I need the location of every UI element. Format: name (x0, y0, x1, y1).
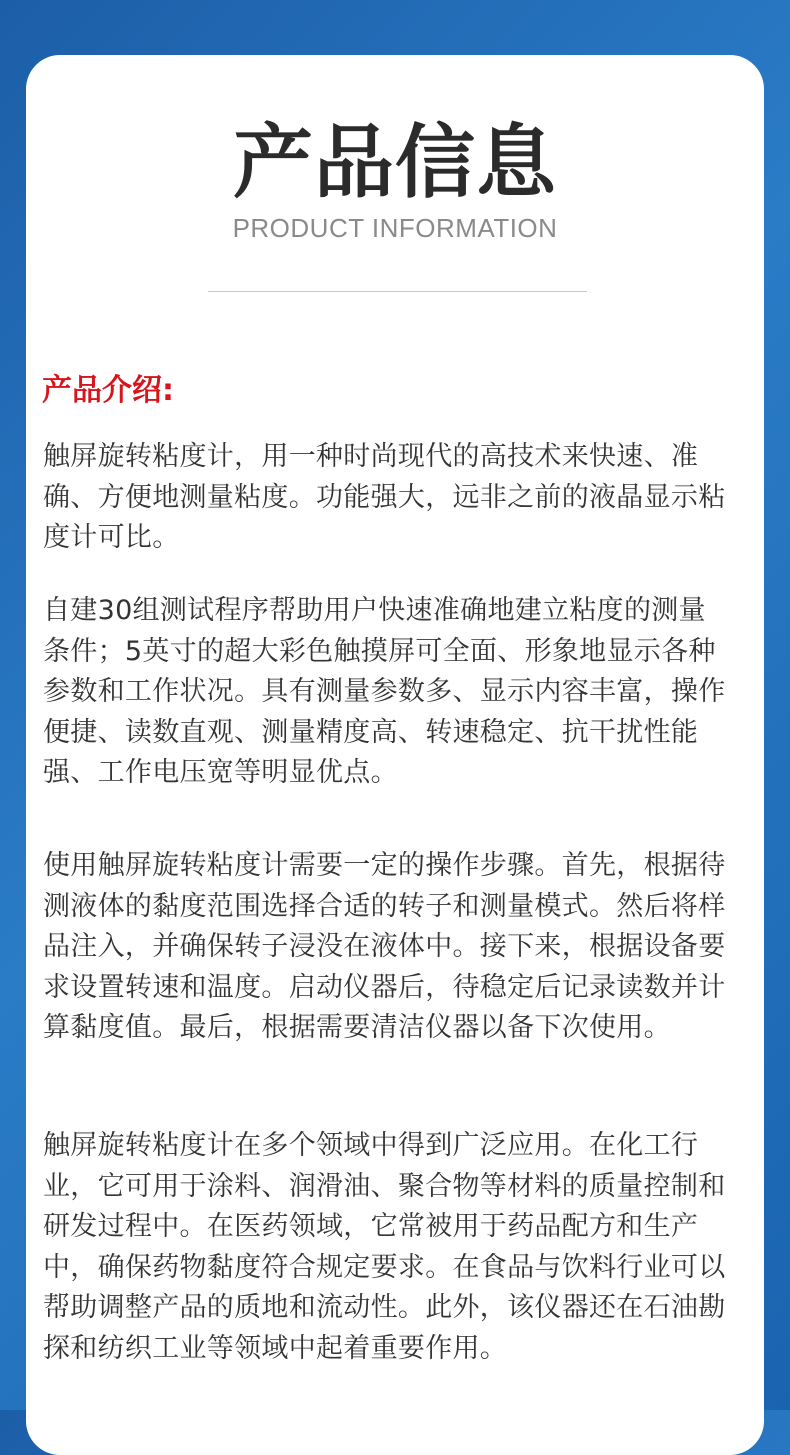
page-subtitle: PRODUCT INFORMATION (232, 213, 558, 243)
usage-paragraph: 使用触屏旋转粘度计需要一定的操作步骤。首先，根据待测液体的黏度范围选择合适的转子和测量模式。然后将样品注入，并确保转子浸没在液体中。接下来，根据设备要求设置转速和温度。启动仪器后，待稳定后记录读数并计算黏度值。最后，根据需要清洁仪器以备下次使用。 (43, 850, 726, 1043)
title-divider (208, 291, 587, 292)
section-heading: 产品介绍: (42, 373, 174, 408)
features-paragraph: 自建30组测试程序帮助用户快速准确地建立粘度的测量条件；5英寸的超大彩色触摸屏可全面、形象地显示各种参数和工作状况。具有测量参数多、显示内容丰富，操作便捷、读数直观、测量精度高、转速稳定、抗干扰性能强、工作电压宽等明显优点。 (43, 595, 726, 788)
intro-paragraph: 触屏旋转粘度计，用一种时尚现代的高技术来快速、准确、方便地测量粘度。功能强大，远非之前的液晶显示粘度计可比。 (43, 441, 726, 553)
page-title: 产品信息 (233, 116, 557, 209)
applications-paragraph: 触屏旋转粘度计在多个领域中得到广泛应用。在化工行业，它可用于涂料、润滑油、聚合物等材料的质量控制和研发过程中。在医药领域，它常被用于药品配方和生产中，确保药物黏度符合规定要求。在食品与饮料行业可以帮助调整产品的质地和流动性。此外，该仪器还在石油勘探和纺织工业等领域中起着重要作用。 (43, 1130, 726, 1364)
